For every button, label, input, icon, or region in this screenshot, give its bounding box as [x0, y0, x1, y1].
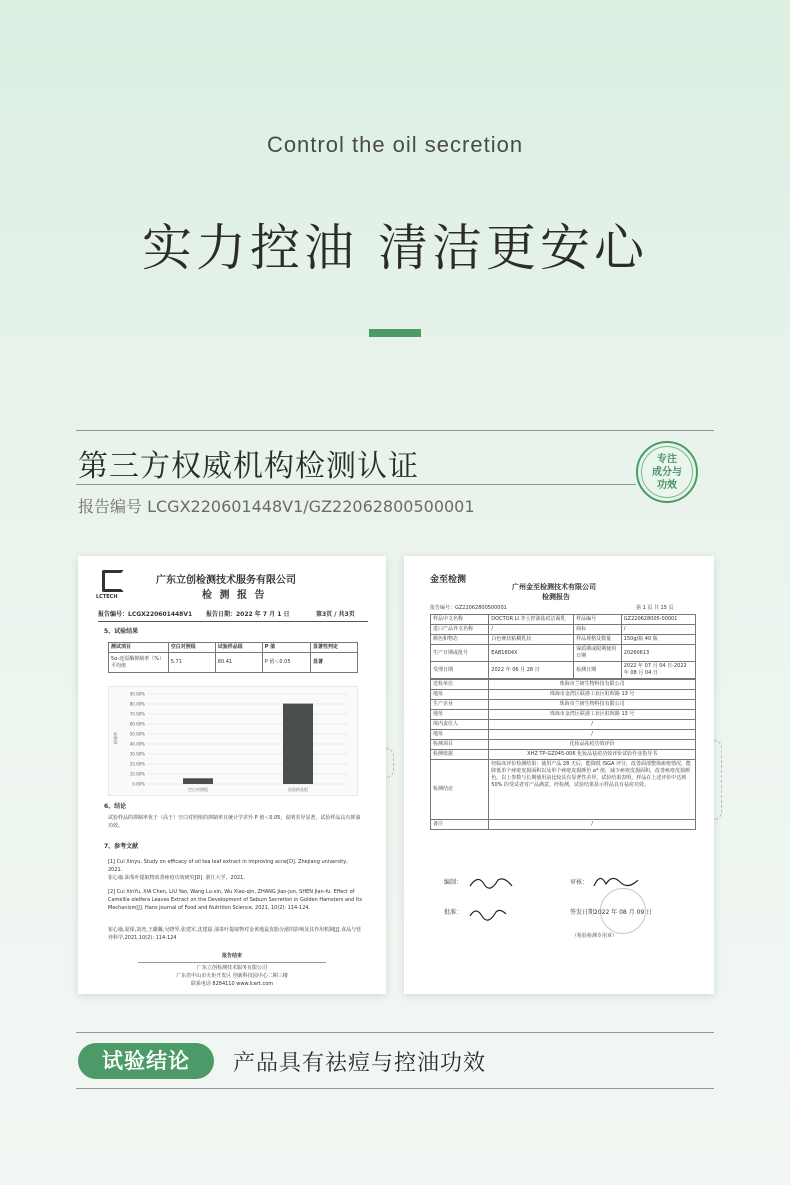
table-cell: 地址	[431, 730, 489, 740]
doc1-company: 广东立创检测技术服务有限公司	[156, 575, 296, 586]
table-cell: 珠海市兰研生物科技有限公司	[489, 700, 696, 710]
table-cell: 进口产品外文名称	[431, 625, 489, 635]
section-title: 第三方权威机构检测认证	[78, 449, 419, 484]
table-row	[431, 615, 696, 625]
table-cell: P 值＜0.05	[262, 653, 310, 673]
doc1-footer-rule	[138, 962, 326, 963]
table-cell: 商标	[574, 625, 622, 635]
doc1-footer-line: 广东立创检测技术服务有限公司	[196, 965, 267, 971]
table-cell: /	[489, 625, 574, 635]
chart-frame	[108, 686, 358, 796]
table-cell: 白色膏状粘稠乳状	[489, 635, 574, 645]
table-row	[431, 730, 696, 740]
table-cell: 境内责任人	[431, 720, 489, 730]
table-cell: 150g/瓶 40 瓶	[621, 635, 695, 645]
table-cell: 显著	[310, 653, 357, 673]
chart-bar	[283, 704, 313, 784]
signature-compile	[468, 872, 518, 892]
table-row	[431, 680, 696, 690]
table-row	[431, 750, 696, 760]
table-header-cell: 测试项目	[109, 643, 169, 653]
sign-label-compile: 编制：	[444, 879, 463, 886]
table-row	[431, 635, 696, 645]
sign-label-approve: 批准：	[444, 909, 463, 916]
divider-top	[76, 430, 714, 431]
table-cell: 5α-还原酶抑制率（%）平均值	[109, 653, 169, 673]
table-cell: 生产企业	[431, 700, 489, 710]
chart-ytick-label: 10.00%	[129, 771, 145, 777]
table-cell: DOCTOR LI 李士控油祛痘洁面乳	[489, 615, 574, 625]
accent-bar	[369, 329, 421, 337]
sign-date: 2022 年 08 月 09 日	[594, 909, 653, 916]
doc1-results-table	[108, 642, 358, 673]
chart-ytick-label: 70.00%	[129, 711, 145, 717]
doc1-page: 第3页 / 共3页	[316, 611, 355, 618]
chart-ylabel: 抑制率	[113, 732, 118, 744]
table-cell: 生产日期或批号	[431, 645, 489, 662]
table-row	[109, 653, 358, 673]
signature-approve	[468, 902, 508, 922]
table-header-cell: 空白对照组	[168, 643, 215, 653]
table-cell: /	[489, 820, 696, 830]
divider-footer-bottom	[76, 1088, 714, 1089]
table-cell: 颜色和物态	[431, 635, 489, 645]
table-cell: 地址	[431, 690, 489, 700]
table-cell: /	[621, 625, 695, 635]
table-cell: /	[489, 720, 696, 730]
subtitle-en: Control the oil secretion	[266, 132, 524, 157]
table-row	[109, 643, 358, 653]
jinzhi-logo: 金至检测	[430, 575, 467, 585]
table-cell: 珠海市金湾区联港工业区虹晖路 13 号	[489, 690, 696, 700]
table-cell: 送检单位	[431, 680, 489, 690]
doc2-title: 检测报告	[542, 593, 570, 601]
inspection-stamp-icon	[600, 888, 646, 934]
table-cell: 检测日期	[574, 662, 622, 679]
conclusion-label: 试验结论	[78, 1043, 214, 1079]
doc1-conclusion-text: 试验样品的抑制率优于（高于）空白对照组的抑制率且统计学差异 P 值＜0.05，说明差异显著，试验样品具有抑油功效。	[108, 815, 361, 829]
doc1-results-heading: 5、试验结果	[104, 628, 139, 635]
table-cell: 地址	[431, 710, 489, 720]
table-row	[431, 740, 696, 750]
table-cell: 检测依据	[431, 750, 489, 760]
chart-ytick-label: 50.00%	[129, 731, 145, 737]
doc2-page: 第 1 页 共 15 页	[636, 605, 674, 611]
chart-xtick-label: 试验样品组	[288, 787, 308, 792]
signature-review	[592, 870, 642, 890]
table-cell: 化妆品祛痘功效评价	[489, 740, 696, 750]
table-cell: 5.71	[168, 653, 215, 673]
table-cell: 20260613	[621, 645, 695, 662]
inhibition-bar-chart	[108, 686, 358, 796]
doc1-footer-line: 联系电话 8284110 www.lcert.com	[190, 981, 274, 987]
chart-ytick-label: 90.00%	[129, 691, 145, 697]
divider-mid	[76, 484, 636, 485]
doc1-title: 检 测 报 告	[202, 590, 267, 601]
chart-ytick-label: 0.00%	[132, 781, 145, 787]
table-header-cell: 试验样品组	[215, 643, 262, 653]
page-curl-mark	[386, 748, 394, 778]
doc1-conclusion-heading: 6、结论	[104, 803, 127, 810]
chart-ytick-label: 20.00%	[129, 761, 145, 767]
doc1-ref-2: [2] Cui XinYu, XIA Chen, LIU Yao, Wang Lu-xin, Wu Xiao-qin, ZHANG Jian-jun, SHEN Jian-fu. Effect of Camellia oleifera Leaves Extract on the Development of Sebum Secretion in Golden Hamsters and Its Mechanism[J]. Hans Journal of Food and Nutrition Science, 2021, 10(2): 114-124.	[108, 889, 362, 911]
headline: 实力控油 清洁更安心	[142, 219, 648, 277]
conclusion-text: 产品具有祛痘与控油功效	[233, 1051, 487, 1076]
table-row	[431, 625, 696, 635]
doc1-footer-line: 广东省中山市火炬开发区 创新科技园中心二期三楼	[176, 973, 288, 979]
table-cell: 样品编号	[574, 615, 622, 625]
table-row	[431, 760, 696, 820]
doc2-report-no: 报告编号：GZ22062800500001	[430, 605, 507, 611]
table-cell: 珠海市兰研生物科技有限公司	[489, 680, 696, 690]
table-row	[431, 690, 696, 700]
chart-xtick-label: 空白对照组	[188, 787, 208, 792]
table-row	[431, 700, 696, 710]
certification-seal	[636, 441, 698, 503]
table-cell: EAB1604X	[489, 645, 574, 662]
report-number: 报告编号 LCGX220601448V1/GZ22062800500001	[78, 497, 475, 516]
table-cell: 检测结论	[431, 760, 489, 820]
table-row	[431, 710, 696, 720]
chart-ytick-label: 40.00%	[129, 741, 145, 747]
table-row	[431, 662, 696, 679]
table-header-cell: 显著性判定	[310, 643, 357, 653]
table-cell: 80.41	[215, 653, 262, 673]
doc1-ref-1: [1] Cui Xinyu. Study on efficacy of oil tea leaf extract in improving acne[D]. Zhejiang university, 2021.	[108, 859, 348, 873]
doc1-refs-heading: 7、参考文献	[104, 843, 139, 850]
table-cell: 保质期或限期使用日期	[574, 645, 622, 662]
report-document-jinzhi	[404, 556, 714, 994]
lctech-logo-text: LCTECH	[96, 594, 118, 600]
seal-text: 专注 成分与 功效	[641, 446, 693, 498]
doc1-end-text: 报告结束	[221, 953, 242, 959]
table-cell: 样品中文名称	[431, 615, 489, 625]
chart-ytick-label: 60.00%	[129, 721, 145, 727]
doc1-rule	[98, 621, 368, 622]
table-cell: 备注	[431, 820, 489, 830]
table-cell: 经临床评价检测结果：使用产品 28 天后，能降低 ISGA 评分，改善面部整体痤疮情况，能降低单个痤疮皮损面积以及单个痤疮皮损颜色 a* 值，减少痤疮皮损面积，改善痤疮皮损颜色。以上参数与长期使用前比较具有显著性差异。试验结果表明，样品在上述评价中达到 50% 的受试者对产品满意。经检测，试验结果显示样品具有祛痘功效。	[489, 760, 696, 820]
doc1-report-date: 报告日期：2022 年 7 月 1 日	[206, 611, 290, 618]
table-cell: 样品规格及数量	[574, 635, 622, 645]
table-row	[431, 645, 696, 662]
report-document-lctech	[78, 556, 386, 994]
sign-label-date: 签发日期：	[570, 909, 601, 916]
lctech-logo-icon	[102, 570, 124, 592]
table-cell: 受理日期	[431, 662, 489, 679]
table-row	[431, 720, 696, 730]
doc1-ref-1-cn: 崔心瑜.油茶叶提取物改善痤疮功效研究[D]. 浙江大学，2021.	[108, 875, 245, 881]
divider-footer-top	[76, 1032, 714, 1033]
stamp-note: （检验检测专用章）	[572, 933, 618, 939]
table-cell: GZ220628005-00001	[621, 615, 695, 625]
doc1-report-no: 报告编号：LCGX220601448V1	[98, 611, 193, 618]
chart-bar	[183, 778, 213, 784]
sign-label-review: 审核：	[570, 879, 589, 886]
table-row	[431, 820, 696, 830]
doc2-sample-table	[430, 614, 696, 830]
table-cell: 2022 年 07 月 04 日-2022 年 08 月 04 日	[621, 662, 695, 679]
table-cell: 2022 年 06 月 28 日	[489, 662, 574, 679]
table-cell: 检测项目	[431, 740, 489, 750]
chart-ytick-label: 30.00%	[129, 751, 145, 757]
page-curl-mark	[714, 740, 722, 820]
table-cell: 珠海市金湾区联港工业区虹晖路 13 号	[489, 710, 696, 720]
doc1-ref-2-cn: 崔心瑜,夏琛,刘尧,王璐馨,吴晓琴,张建军,沈建福.油茶叶提取物对金黄地鼠皮脂分泌的影响及其作用机制[J].食品与营养科学,2021,10(2): 114-124	[108, 927, 362, 941]
table-cell: XHZ TP-GZ045-006 化妆品祛痘功效评价试验作业指导书	[489, 750, 696, 760]
chart-ytick-label: 80.00%	[129, 701, 145, 707]
doc2-company: 广州金至检测技术有限公司	[512, 583, 596, 591]
table-cell: /	[489, 730, 696, 740]
table-header-cell: P 值	[262, 643, 310, 653]
